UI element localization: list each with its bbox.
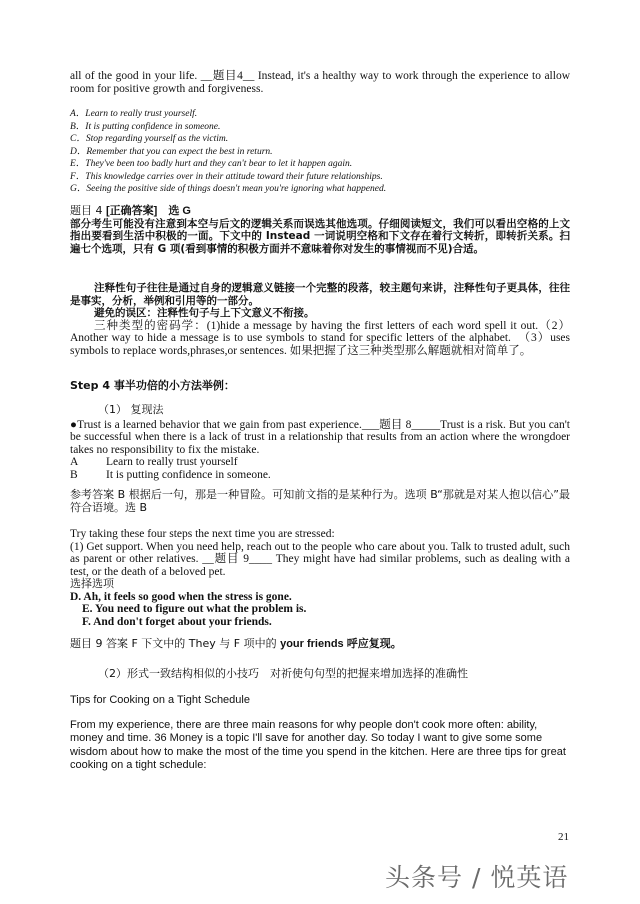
- method1-block: [70, 404, 570, 514]
- option-b: B．It is putting confidence in someone.: [70, 121, 221, 132]
- cooking-block: [70, 694, 570, 773]
- step4-title-block: [70, 380, 570, 393]
- stress-block: [70, 528, 570, 651]
- option-g: G．Seeing the positive side of things doesn't mean you're ignoring what happened.: [70, 184, 387, 194]
- option-c: C．Stop regarding yourself as the victim.: [70, 134, 229, 144]
- trust-passage: ●Trust is a learned behavior that we gain from past experience.___题目 8_____Trust is a risk. But you can't be successful when there is a lack of trust in a relationship that results from an action where the wrongdoer takes no responsibility to fix the mistake.: [70, 418, 570, 456]
- method2-heading: （2）形式一致结构相似的小技巧 对祈使句句型的把握来增加选择的准确性: [98, 667, 468, 680]
- choice-b: B It is putting confidence in someone.: [70, 468, 271, 481]
- option-f: F．This knowledge carries over in their attitude toward their future relationships.: [70, 171, 383, 182]
- page-number: 21: [558, 831, 569, 843]
- blank-4: __题目4__: [200, 70, 255, 82]
- note-block: [70, 282, 570, 357]
- watermark: 头条号 / 悦英语: [385, 863, 569, 892]
- answer-9: 题目 9 答案 F 下文中的 They 与 F 项中的 your friends 呼应复现。: [70, 637, 402, 650]
- choice-a: A Learn to really trust yourself: [70, 456, 238, 468]
- intro-paragraph: all of the good in your life. __题目4__ Instead, it's a healthy way to work through the experience to allow room for positive growth and forgiveness.: [70, 70, 571, 95]
- option-a: A．Learn to really trust yourself.: [70, 109, 198, 119]
- option-e: E．They've been too badly hurt and they can't bear to let it happen again.: [70, 159, 353, 169]
- cooking-title: Tips for Cooking on a Tight Schedule: [70, 694, 250, 706]
- q4-explanation: 部分考生可能没有注意到本空与后文的逻辑关系而误选其他选项。仔细阅读短文，我们可以看出空格的上文指出要看到生活中积极的一面。下文中的 Instead 一词说明空格和下文存在着行文转折，即转折关系。扫遍七个选项，只有 G 项(看到事情的积极方面并不意味着你对发生的事情视而不见)合适。: [70, 217, 570, 255]
- option-d: D．Remember that you can expect the best in return.: [70, 146, 273, 157]
- choose-label: 选择选项: [70, 577, 114, 590]
- blank-8: ___题目 8_____: [361, 418, 441, 431]
- options-list: [70, 108, 570, 196]
- method1-heading: （1） 复现法: [98, 403, 164, 416]
- stress-choice-d: D. Ah, it feels so good when the stress is gone.: [70, 590, 292, 603]
- stress-paragraph: (1) Get support. When you need help, reach out to the people who care about you. Talk to trusted adult, such as parent or other relatives. __题目 9____ They might have had similar problems, such as dealing with a test, or the death of a beloved pet.: [70, 540, 571, 578]
- cipher-paragraph: 三种类型的密码学：(1)hide a message by having the first letters of each word spell it out.（2）Another way to hide a message is to use symbols to stand for specific letters of the alphabet. （3）uses symbols to replace words,phrases,or sentences. 如果把握了这三种类型那么解题就相对简单了。: [70, 319, 570, 357]
- stress-intro: Try taking these four steps the next time you are stressed:: [70, 528, 335, 540]
- method2-block: [70, 668, 570, 681]
- q4-answer-block: 题目 4 [正确答案] 选 G 部分考生可能没有注意到本空与后文的逻辑关系而误选其他选项。仔细阅读短文，我们可以看出空格的上文指出要看到生活中积极的一面。下文中的 Instead 一词说明空格和下文存在着行文转折，即转折关系。扫遍七个选项，只有 G 项(看到事情的积极方面并不意味着你对发生的事情视而不见)合适。: [70, 204, 570, 255]
- note-line-2: 避免的误区：注释性句子与上下文意义不衔接。: [94, 307, 315, 319]
- note-line-1: 注释性句子往往是通过自身的逻辑意义链接一个完整的段落，较主题句来讲，注释性句子更具体，往往是事实，分析，举例和引用等的一部分。: [70, 282, 570, 307]
- cooking-paragraph: From my experience, there are three main reasons for why people don't cook more often: ability, money and time. 36 Money is a topic I'll save for another day. So today I want to give some some wisdom about how to make the most of the time you spend in the kitchen. Here are three tips for great cooking on a tight schedule:: [70, 718, 566, 771]
- blank-9: __题目 9____: [202, 553, 272, 565]
- reference-answer: 参考答案 B 根据后一句，那是一种冒险。可知前文指的是某种行为。选项 B“那就是对某人抱以信心”最符合语境。选 B: [70, 488, 570, 514]
- step4-title: Step 4 事半功倍的小方法举例：: [70, 379, 235, 392]
- stress-choice-f: F. And don't forget about your friends.: [82, 615, 272, 628]
- stress-choice-e: E. You need to figure out what the problem is.: [82, 603, 307, 615]
